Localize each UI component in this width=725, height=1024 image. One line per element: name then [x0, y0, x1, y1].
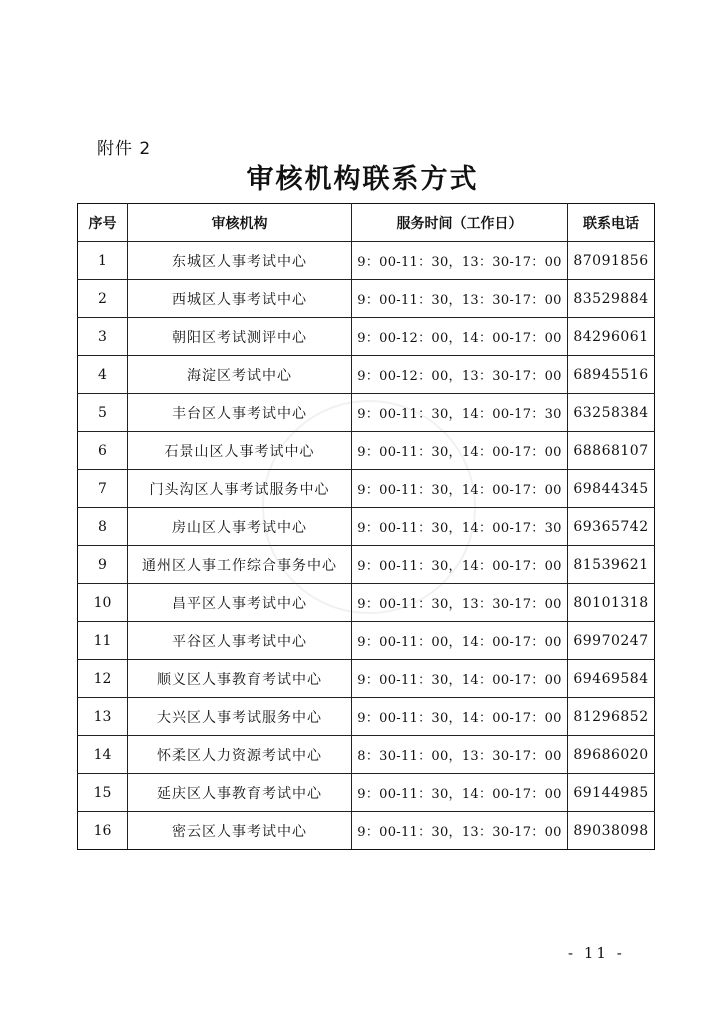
cell-number: 16 — [78, 812, 128, 850]
table-row — [78, 242, 655, 280]
cell-number: 15 — [78, 774, 128, 812]
cell-number: 11 — [78, 622, 128, 660]
cell-phone: 69469584 — [568, 660, 655, 698]
table-row — [78, 736, 655, 774]
cell-number: 8 — [78, 508, 128, 546]
cell-number: 14 — [78, 736, 128, 774]
cell-phone: 69844345 — [568, 470, 655, 508]
cell-organization: 朝阳区考试测评中心 — [128, 318, 352, 356]
cell-organization: 延庆区人事教育考试中心 — [128, 774, 352, 812]
cell-service-hours: 9：00-11：30，14：00-17：30 — [352, 394, 568, 432]
cell-number: 4 — [78, 356, 128, 394]
cell-number: 5 — [78, 394, 128, 432]
cell-phone: 69144985 — [568, 774, 655, 812]
contact-table — [77, 203, 655, 850]
cell-number: 12 — [78, 660, 128, 698]
cell-phone: 80101318 — [568, 584, 655, 622]
cell-organization: 平谷区人事考试中心 — [128, 622, 352, 660]
cell-phone: 68945516 — [568, 356, 655, 394]
cell-number: 9 — [78, 546, 128, 584]
table-header-row — [78, 204, 655, 242]
document-title: 审核机构联系方式 — [246, 164, 479, 195]
cell-service-hours: 9：00-11：30，13：30-17：00 — [352, 242, 568, 280]
cell-number: 6 — [78, 432, 128, 470]
table-row — [78, 698, 655, 736]
table-row — [78, 812, 655, 850]
cell-number: 1 — [78, 242, 128, 280]
cell-organization: 密云区人事考试中心 — [128, 812, 352, 850]
cell-number: 13 — [78, 698, 128, 736]
cell-phone: 87091856 — [568, 242, 655, 280]
cell-service-hours: 9：00-11：30，14：00-17：00 — [352, 432, 568, 470]
cell-organization: 通州区人事工作综合事务中心 — [128, 546, 352, 584]
table-row — [78, 660, 655, 698]
table-row — [78, 546, 655, 584]
cell-phone: 69970247 — [568, 622, 655, 660]
attachment-label: 附件 2 — [97, 139, 152, 159]
cell-phone: 69365742 — [568, 508, 655, 546]
cell-service-hours: 9：00-11：30，14：00-17：00 — [352, 698, 568, 736]
table-row — [78, 774, 655, 812]
cell-number: 3 — [78, 318, 128, 356]
cell-phone: 81539621 — [568, 546, 655, 584]
table-row — [78, 356, 655, 394]
cell-service-hours: 9：00-11：30，14：00-17：00 — [352, 774, 568, 812]
cell-organization: 石景山区人事考试中心 — [128, 432, 352, 470]
table-body — [78, 242, 655, 850]
cell-organization: 丰台区人事考试中心 — [128, 394, 352, 432]
table-row — [78, 432, 655, 470]
cell-phone: 84296061 — [568, 318, 655, 356]
cell-service-hours: 9：00-11：30，13：30-17：00 — [352, 584, 568, 622]
cell-organization: 东城区人事考试中心 — [128, 242, 352, 280]
cell-service-hours: 9：00-11：30，14：00-17：00 — [352, 660, 568, 698]
cell-phone: 89038098 — [568, 812, 655, 850]
table-row — [78, 470, 655, 508]
cell-organization: 怀柔区人力资源考试中心 — [128, 736, 352, 774]
cell-organization: 西城区人事考试中心 — [128, 280, 352, 318]
column-header-phone: 联系电话 — [568, 204, 655, 242]
cell-phone: 63258384 — [568, 394, 655, 432]
column-header-service-hours: 服务时间（工作日） — [352, 204, 568, 242]
table-row — [78, 394, 655, 432]
cell-service-hours: 9：00-11：30，14：00-17：30 — [352, 508, 568, 546]
column-header-number: 序号 — [78, 204, 128, 242]
table-row — [78, 584, 655, 622]
cell-service-hours: 9：00-11：30，14：00-17：00 — [352, 470, 568, 508]
cell-service-hours: 9：00-11：30，13：30-17：00 — [352, 280, 568, 318]
cell-service-hours: 9：00-12：00，14：00-17：00 — [352, 318, 568, 356]
cell-number: 2 — [78, 280, 128, 318]
page-number: - 11 - — [568, 944, 625, 962]
column-header-organization: 审核机构 — [128, 204, 352, 242]
cell-service-hours: 8：30-11：00，13：30-17：00 — [352, 736, 568, 774]
cell-organization: 大兴区人事考试服务中心 — [128, 698, 352, 736]
table-row — [78, 622, 655, 660]
cell-organization: 昌平区人事考试中心 — [128, 584, 352, 622]
cell-number: 10 — [78, 584, 128, 622]
cell-phone: 83529884 — [568, 280, 655, 318]
cell-service-hours: 9：00-11：00，14：00-17：00 — [352, 622, 568, 660]
cell-phone: 68868107 — [568, 432, 655, 470]
cell-organization: 顺义区人事教育考试中心 — [128, 660, 352, 698]
cell-phone: 89686020 — [568, 736, 655, 774]
cell-organization: 海淀区考试中心 — [128, 356, 352, 394]
cell-phone: 81296852 — [568, 698, 655, 736]
cell-organization: 房山区人事考试中心 — [128, 508, 352, 546]
table-row — [78, 280, 655, 318]
cell-service-hours: 9：00-11：30，14：00-17：00 — [352, 546, 568, 584]
cell-organization: 门头沟区人事考试服务中心 — [128, 470, 352, 508]
table-row — [78, 318, 655, 356]
table-row — [78, 508, 655, 546]
cell-number: 7 — [78, 470, 128, 508]
cell-service-hours: 9：00-11：30，13：30-17：00 — [352, 812, 568, 850]
cell-service-hours: 9：00-12：00，13：30-17：00 — [352, 356, 568, 394]
